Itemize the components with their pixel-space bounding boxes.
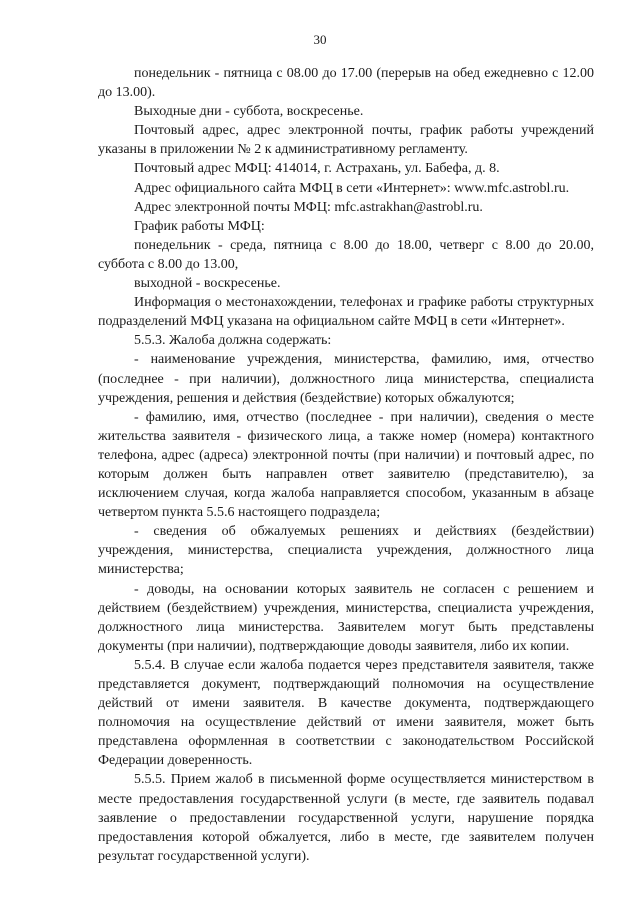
document-body [98, 64, 594, 866]
paragraph-mfc-postal-address: Почтовый адрес МФЦ: 414014, г. Астрахань, ул. Бабефа, д. 8. [134, 161, 500, 177]
paragraph-mfc-email: Адрес электронной почты МФЦ: mfc.astrakhan@astrobl.ru. [134, 199, 483, 215]
paragraph-days-off: Выходные дни - суббота, воскресенье. [134, 104, 364, 120]
paragraph-mfc-website: Адрес официального сайта МФЦ в сети «Интернет»: www.mfc.astrobl.ru. [134, 180, 570, 196]
paragraph-mfc-info: Информация о местонахождении, телефонах и графике работы структурных подразделений МФЦ указана на официальном сайте МФЦ в сети «Интернет». [98, 295, 594, 330]
page-number: 30 [313, 32, 327, 47]
paragraph-working-hours: понедельник - пятница с 08.00 до 17.00 (перерыв на обед ежедневно с 12.00 до 13.00). [98, 66, 594, 101]
paragraph-mfc-schedule-dayoff: выходной - воскресенье. [134, 276, 281, 292]
paragraph-5-5-4: 5.5.4. В случае если жалоба подается через представителя заявителя, также представляется документ, подтверждающий полномочия на осуществление действий от имени заявителя. В качестве документа, подтверждающего полномочия на осуществление действий от имени заявителя, может быть представлена оформленная в соответствии с законодательством Российской Федерации доверенность. [98, 657, 594, 769]
paragraph-5-5-3-item-1: - наименование учреждения, министерства, фамилию, имя, отчество (последнее - при наличии), должностного лица министерства, специалиста учреждения, решения и действия (бездействие) которых обжалуются; [98, 352, 594, 406]
paragraph-5-5-3-item-4: - доводы, на основании которых заявитель не согласен с решением и действием (бездействием) учреждения, министерства, специалиста учреждения, должностного лица министерства. Заявителем могут быть представлены документы (при наличии), подтверждающие доводы заявителя, либо их копии. [98, 581, 594, 654]
paragraph-addresses-note: Почтовый адрес, адрес электронной почты, график работы учреждений указаны в приложении № 2 к административному регламенту. [98, 123, 594, 158]
paragraph-5-5-3-item-2: - фамилию, имя, отчество (последнее - при наличии), сведения о месте жительства заявителя - физического лица, а также номер (номера) контактного телефона, адрес (адреса) электронной почты (при наличии) и почтовый адрес, по которым должен быть направлен ответ заявителю (представителю), за исключением случая, когда жалоба направляется способом, указанным в абзаце четвертом пункта 5.5.6 настоящего подраздела; [98, 409, 594, 521]
paragraph-5-5-5: 5.5.5. Прием жалоб в письменной форме осуществляется министерством в месте предоставления государственной услуги (в месте, где заявитель подавал заявление о предоставлении государственной услуги, нарушение порядка предоставления которой обжалуется, либо в месте, где заявителем получен результат государственной услуги). [98, 772, 594, 864]
paragraph-mfc-schedule-heading: График работы МФЦ: [134, 218, 265, 234]
paragraph-5-5-3-item-3: - сведения об обжалуемых решениях и действиях (бездействии) учреждения, министерства, специалиста учреждения, должностного лица министерства; [98, 524, 594, 578]
paragraph-mfc-schedule-weekdays: понедельник - среда, пятница с 8.00 до 18.00, четверг с 8.00 до 20.00, суббота с 8.00 до 13.00, [98, 237, 594, 272]
paragraph-5-5-3-heading: 5.5.3. Жалоба должна содержать: [134, 333, 332, 349]
